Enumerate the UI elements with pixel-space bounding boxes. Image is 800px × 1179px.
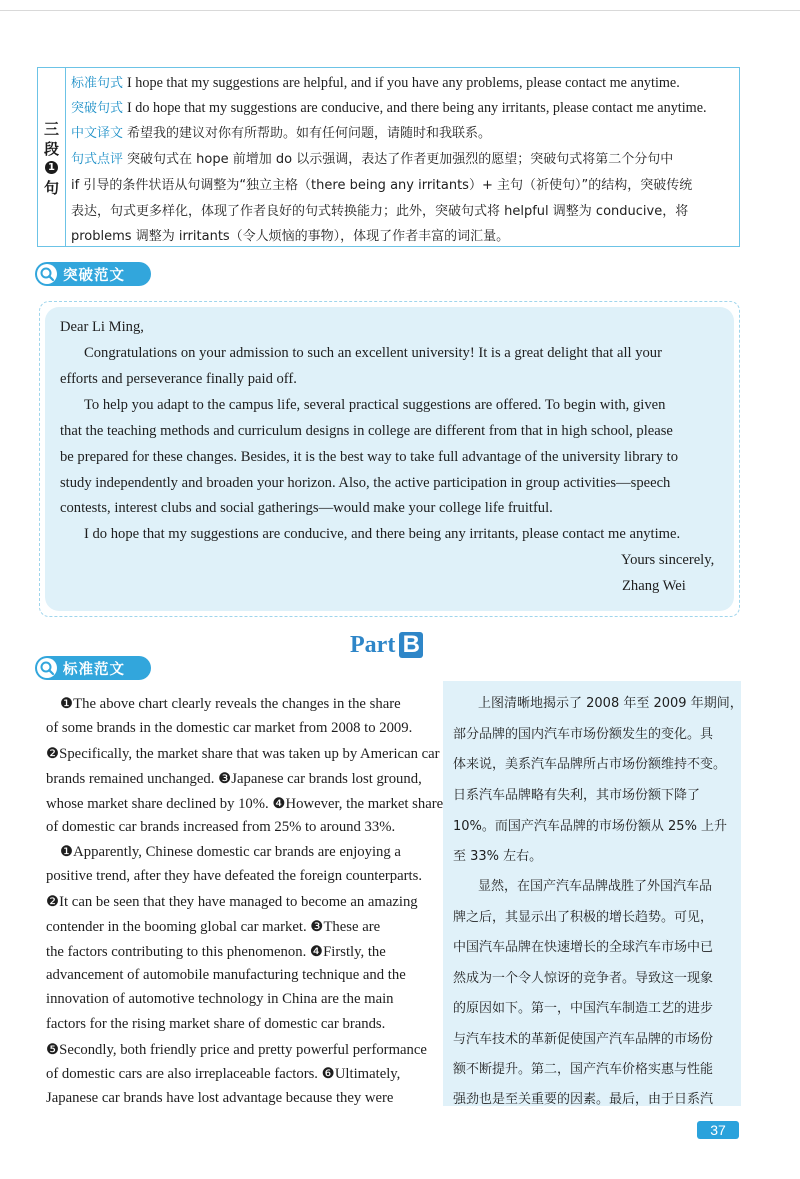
letter-line: that the teaching methods and curriculum designs in college are different from that in high school, please bbox=[60, 423, 673, 439]
breakthrough-text: I do hope that my suggestions are conducive, and there being any irritants, please contact me anytime. bbox=[127, 100, 707, 116]
comment-tag: 句式点评 bbox=[71, 152, 124, 167]
top-rule bbox=[0, 10, 800, 11]
side-number-badge: 1 bbox=[45, 161, 58, 174]
standard-sentence bbox=[71, 72, 680, 92]
part-b-title bbox=[350, 632, 423, 659]
translation-line: 额不断提升。第二，国产汽车价格实惠与性能 bbox=[453, 1062, 714, 1077]
translation-text: 希望我的建议对你有所帮助。如有任何问题，请随时和我联系。 bbox=[127, 126, 492, 141]
letter-line: To help you adapt to the campus life, several practical suggestions are offered. To begin with, given bbox=[84, 397, 666, 413]
translation-line: 至 33% 左右。 bbox=[453, 849, 543, 864]
essay-line: of domestic cars are also irreplaceable factors. ❻Ultimately, bbox=[46, 1066, 401, 1082]
essay-line: positive trend, after they have defeated the foreign counterparts. bbox=[46, 868, 423, 884]
standard-essay-title: 标准范文 bbox=[63, 662, 125, 678]
part-label: Part bbox=[350, 632, 396, 658]
translation-sentence bbox=[71, 122, 491, 142]
side-char: 三 bbox=[44, 120, 60, 138]
translation-line: 牌之后，其显示出了积极的增长趋势。可见， bbox=[453, 910, 714, 925]
translation-line: 与汽车技术的革新促使国产汽车品牌的市场份 bbox=[453, 1032, 714, 1047]
letter-line: I do hope that my suggestions are conducive, and there being any irritants, please contact me anytime. bbox=[84, 526, 681, 542]
comment-line: 表达，句式更多样化，体现了作者良好的句式转换能力；此外，突破句式将 helpful 调整为 conducive，将 bbox=[71, 204, 689, 219]
essay-line: factors for the rising market share of domestic car brands. bbox=[46, 1016, 386, 1032]
standard-text: I hope that my suggestions are helpful, and if you have any problems, please contact me anytime. bbox=[127, 75, 680, 91]
letter-line: be prepared for these changes. Besides, it is the best way to take full advantage of the university library to bbox=[60, 449, 679, 465]
letter-line: study independently and broaden your horizon. Also, the active participation in group activities—speech bbox=[60, 475, 671, 491]
side-char: 句 bbox=[44, 179, 60, 197]
breakthrough-essay-header bbox=[35, 262, 151, 286]
letter-greeting: Dear Li Ming, bbox=[60, 319, 144, 335]
letter-signature: Zhang Wei bbox=[622, 578, 686, 594]
comment-text: 突破句式在 hope 前增加 do 以示强调，表达了作者更加强烈的愿望；突破句式将第二个分句中 bbox=[127, 152, 674, 167]
standard-essay-header bbox=[35, 656, 151, 680]
sentence-table bbox=[37, 67, 740, 247]
page-number: 37 bbox=[697, 1121, 739, 1139]
translation-line: 显然，在国产汽车品牌战胜了外国汽车品 bbox=[478, 879, 713, 894]
translation-line: 然成为一个令人惊讶的竞争者。导致这一现象 bbox=[453, 971, 714, 986]
comment-line bbox=[71, 148, 673, 168]
translation-line: 10%。而国产汽车品牌的市场份额从 25% 上升 bbox=[453, 819, 728, 834]
essay-line: Japanese car brands have lost advantage because they were bbox=[46, 1090, 394, 1106]
letter-line: contests, interest clubs and social gatherings—would make your college life fruitful. bbox=[60, 500, 553, 516]
magnifier-icon bbox=[37, 658, 57, 678]
essay-line: the factors contributing to this phenomenon. ❹Firstly, the bbox=[46, 944, 386, 960]
translation-line: 日系汽车品牌略有失利，其市场份额下降了 bbox=[453, 788, 701, 803]
part-letter-badge: B bbox=[399, 632, 423, 658]
breakthrough-tag: 突破句式 bbox=[71, 101, 124, 116]
essay-line: of domestic car brands increased from 25% to around 33%. bbox=[46, 819, 396, 835]
translation-line: 中国汽车品牌在快速增长的全球汽车市场中已 bbox=[453, 940, 714, 955]
letter-closing: Yours sincerely, bbox=[621, 552, 715, 568]
essay-line: ❶The above chart clearly reveals the changes in the share bbox=[60, 696, 401, 712]
translation-line: 强劲也是至关重要的因素。最后，由于日系汽 bbox=[453, 1092, 714, 1107]
essay-line: of some brands in the domestic car market from 2008 to 2009. bbox=[46, 720, 413, 736]
essay-line: ❺Secondly, both friendly price and pretty powerful performance bbox=[46, 1042, 427, 1058]
breakthrough-sentence bbox=[71, 97, 707, 117]
essay-line: whose market share declined by 10%. ❹However, the market share bbox=[46, 796, 444, 812]
comment-line: if 引导的条件状语从句调整为“独立主格（there being any irritants）+ 主句（祈使句）”的结构，突破传统 bbox=[71, 178, 693, 193]
translation-tag: 中文译文 bbox=[71, 126, 124, 141]
translation-line: 部分品牌的国内汽车市场份额发生的变化。具 bbox=[453, 727, 714, 742]
translation-line: 体来说，美系汽车品牌所占市场份额维持不变。 bbox=[453, 757, 727, 772]
letter-line: efforts and perseverance finally paid off. bbox=[60, 371, 297, 387]
essay-line: contender in the booming global car market. ❸These are bbox=[46, 919, 381, 935]
magnifier-icon bbox=[37, 264, 57, 284]
comment-line: problems 调整为 irritants（令人烦恼的事物），体现了作者丰富的词汇量。 bbox=[71, 229, 510, 244]
translation-line: 的原因如下。第一，中国汽车制造工艺的进步 bbox=[453, 1001, 714, 1016]
side-char: 段 bbox=[44, 140, 60, 158]
paragraph-side-label bbox=[38, 68, 66, 246]
essay-line: ❶Apparently, Chinese domestic car brands are enjoying a bbox=[60, 844, 401, 860]
essay-line: advancement of automobile manufacturing technique and the bbox=[46, 967, 406, 983]
essay-line: brands remained unchanged. ❸Japanese car brands lost ground, bbox=[46, 771, 422, 787]
essay-line: ❷Specifically, the market share that was taken up by American car bbox=[46, 746, 440, 762]
standard-tag: 标准句式 bbox=[71, 76, 124, 91]
letter-line: Congratulations on your admission to such an excellent university! It is a great delight that all your bbox=[84, 345, 662, 361]
essay-line: ❷It can be seen that they have managed to become an amazing bbox=[46, 894, 418, 910]
breakthrough-essay-title: 突破范文 bbox=[63, 268, 125, 284]
translation-line: 上图清晰地揭示了 2008 年至 2009 年期间， bbox=[478, 696, 743, 711]
essay-line: innovation of automotive technology in China are the main bbox=[46, 991, 394, 1007]
